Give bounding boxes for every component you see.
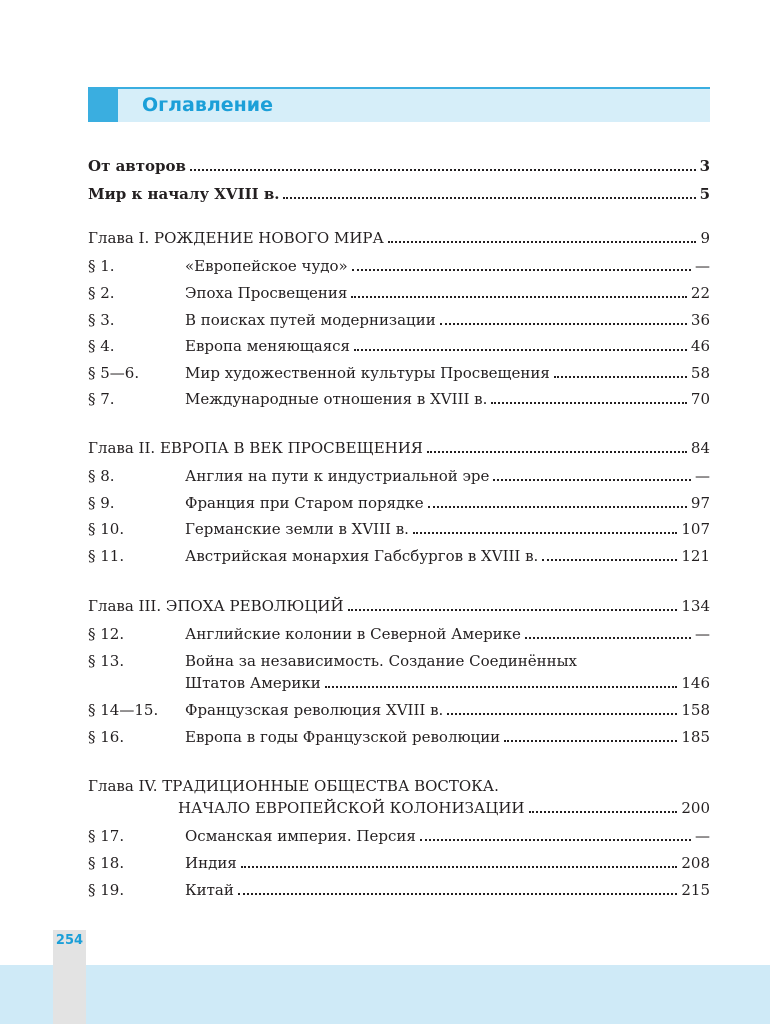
header-accent	[88, 87, 118, 122]
section-entry[interactable]	[88, 544, 710, 568]
leader-dots	[427, 451, 687, 453]
chapter-title-continued: НАЧАЛО ЕВРОПЕЙСКОЙ КОЛОНИЗАЦИИ	[178, 799, 525, 817]
leader-dots	[493, 479, 691, 481]
section-page: 46	[690, 337, 710, 355]
leader-dots	[348, 609, 678, 611]
section-page: —	[695, 625, 710, 643]
chapter-heading[interactable]	[88, 436, 710, 460]
section-entry[interactable]	[88, 622, 710, 646]
leader-dots	[238, 893, 678, 895]
leader-dots	[241, 866, 678, 868]
section-title: Китай	[185, 881, 234, 899]
section-entry[interactable]	[88, 649, 710, 673]
leader-dots	[447, 713, 677, 715]
section-entry[interactable]	[88, 254, 710, 278]
section-entry-continuation[interactable]	[88, 671, 710, 695]
chapter-heading[interactable]	[88, 226, 710, 250]
leader-dots	[354, 349, 687, 351]
section-number: § 7.	[88, 390, 115, 408]
section-page: 208	[681, 854, 710, 872]
section-page: 107	[681, 520, 710, 538]
toc-entry-authors[interactable]	[88, 154, 710, 178]
section-number: § 18.	[88, 854, 125, 872]
section-number: § 10.	[88, 520, 125, 538]
leader-dots	[554, 376, 687, 378]
section-entry[interactable]	[88, 281, 710, 305]
leader-dots	[491, 402, 687, 404]
chapter-page: 134	[681, 597, 710, 615]
chapter-page: 84	[690, 439, 710, 457]
section-title-continued: Штатов Америки	[185, 674, 321, 692]
section-entry[interactable]	[88, 517, 710, 541]
chapter-title: Глава IV. ТРАДИЦИОННЫЕ ОБЩЕСТВА ВОСТОКА.	[88, 777, 499, 795]
leader-dots	[283, 197, 695, 199]
section-entry[interactable]	[88, 464, 710, 488]
section-entry[interactable]	[88, 308, 710, 332]
leader-dots	[420, 839, 691, 841]
chapter-page: 200	[681, 799, 710, 817]
section-title: Австрийская монархия Габсбургов в XVIII в.	[185, 547, 539, 565]
page-number: 254	[55, 933, 84, 948]
section-entry[interactable]	[88, 725, 710, 749]
toc-entry-page: 3	[699, 157, 710, 175]
section-page: 36	[690, 311, 710, 329]
leader-dots	[352, 269, 691, 271]
section-number: § 19.	[88, 881, 125, 899]
section-entry[interactable]	[88, 361, 710, 385]
chapter-heading-continuation[interactable]	[178, 796, 710, 820]
section-number: § 12.	[88, 625, 125, 643]
section-page: —	[695, 467, 710, 485]
section-page: 58	[690, 364, 710, 382]
section-entry[interactable]	[88, 387, 710, 411]
section-page: 146	[681, 674, 710, 692]
section-number: § 11.	[88, 547, 125, 565]
section-entry[interactable]	[88, 334, 710, 358]
section-number: § 14—15.	[88, 701, 159, 719]
section-number: § 2.	[88, 284, 115, 302]
section-title: Европа меняющаяся	[185, 337, 351, 355]
leader-dots	[542, 559, 677, 561]
section-title: Франция при Старом порядке	[185, 494, 424, 512]
toc-entry-title: Мир к началу XVIII в.	[88, 185, 280, 203]
section-number: § 16.	[88, 728, 125, 746]
section-entry[interactable]	[88, 878, 710, 902]
section-number: § 13.	[88, 652, 125, 670]
section-page: 185	[681, 728, 710, 746]
section-page: 97	[690, 494, 710, 512]
leader-dots	[325, 686, 678, 688]
leader-dots	[351, 296, 687, 298]
section-title: «Европейское чудо»	[185, 257, 348, 275]
section-entry[interactable]	[88, 851, 710, 875]
section-number: § 5—6.	[88, 364, 140, 382]
section-entry[interactable]	[88, 824, 710, 848]
toc-entry-title: От авторов	[88, 157, 186, 175]
section-number: § 4.	[88, 337, 115, 355]
section-title: Англия на пути к индустриальной эре	[185, 467, 490, 485]
section-number: § 1.	[88, 257, 115, 275]
section-number: § 9.	[88, 494, 115, 512]
section-number: § 3.	[88, 311, 115, 329]
page-title: Оглавление	[142, 94, 273, 116]
chapter-page: 9	[700, 229, 710, 247]
chapter-heading[interactable]	[88, 594, 710, 618]
chapter-heading[interactable]	[88, 774, 710, 798]
section-title: Французская революция XVIII в.	[185, 701, 444, 719]
leader-dots	[525, 637, 691, 639]
toc-entry-world[interactable]	[88, 182, 710, 206]
leader-dots	[428, 506, 687, 508]
chapter-title: Глава II. ЕВРОПА В ВЕК ПРОСВЕЩЕНИЯ	[88, 439, 423, 457]
section-entry[interactable]	[88, 698, 710, 722]
section-number: § 17.	[88, 827, 125, 845]
section-entry[interactable]	[88, 491, 710, 515]
section-title: В поисках путей модернизации	[185, 311, 436, 329]
leader-dots	[190, 169, 696, 171]
section-title: Мир художественной культуры Просвещения	[185, 364, 550, 382]
leader-dots	[440, 323, 687, 325]
chapter-title: Глава I. РОЖДЕНИЕ НОВОГО МИРА	[88, 229, 384, 247]
section-title: Эпоха Просвещения	[185, 284, 348, 302]
section-title: Индия	[185, 854, 237, 872]
section-page: 158	[681, 701, 710, 719]
section-title: Английские колонии в Северной Америке	[185, 625, 521, 643]
leader-dots	[388, 241, 697, 243]
section-title: Международные отношения в XVIII в.	[185, 390, 488, 408]
footer-band	[0, 965, 770, 1024]
leader-dots	[529, 811, 678, 813]
chapter-title: Глава III. ЭПОХА РЕВОЛЮЦИЙ	[88, 597, 344, 615]
leader-dots	[413, 532, 677, 534]
section-page: 70	[690, 390, 710, 408]
section-title: Османская империя. Персия	[185, 827, 416, 845]
section-page: 22	[690, 284, 710, 302]
section-title: Европа в годы Французской революции	[185, 728, 501, 746]
section-page: 215	[681, 881, 710, 899]
section-title: Война за независимость. Создание Соединённых	[185, 652, 577, 670]
leader-dots	[504, 740, 677, 742]
section-number: § 8.	[88, 467, 115, 485]
section-title: Германские земли в XVIII в.	[185, 520, 409, 538]
section-page: 121	[681, 547, 710, 565]
section-page: —	[695, 257, 710, 275]
section-page: —	[695, 827, 710, 845]
toc-entry-page: 5	[699, 185, 710, 203]
